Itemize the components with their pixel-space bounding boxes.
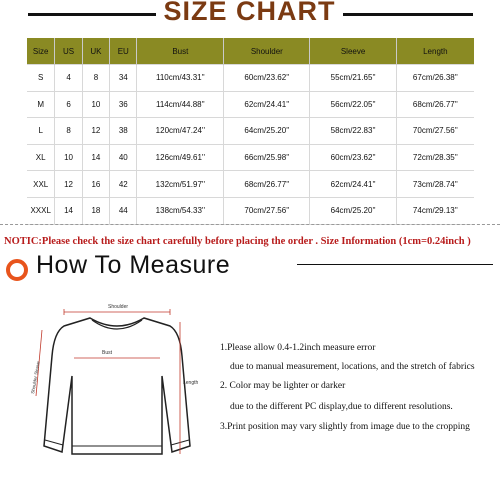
sweatshirt-outline	[44, 318, 190, 454]
sleeve-label: Shoulder Sleeve	[30, 360, 41, 395]
table-row	[27, 144, 474, 171]
page-title: SIZE CHART	[163, 0, 336, 26]
column-header: Sleeve	[310, 38, 396, 65]
table-cell: M	[27, 91, 55, 118]
header-rule	[297, 264, 493, 265]
note-2-detail: due to the different PC display,due to different resolutions.	[230, 402, 453, 412]
table-cell: 70cm/27.56''	[224, 197, 310, 224]
dashed-divider	[0, 224, 500, 225]
table-cell: XL	[27, 144, 55, 171]
table-cell: 8	[55, 118, 82, 145]
table-cell: 36	[110, 91, 137, 118]
collar	[92, 320, 142, 329]
table-row	[27, 65, 474, 92]
table-cell: 68cm/26.77''	[224, 171, 310, 198]
how-to-measure-header	[6, 250, 500, 284]
title-rule-left	[28, 13, 156, 16]
table-row	[27, 91, 474, 118]
table-cell: 70cm/27.56''	[396, 118, 474, 145]
table-cell: 67cm/26.38''	[396, 65, 474, 92]
table-row	[27, 118, 474, 145]
table-cell: 44	[110, 197, 137, 224]
table-cell: 62cm/24.41''	[224, 91, 310, 118]
table-cell: 132cm/51.97''	[137, 171, 224, 198]
table-cell: 55cm/21.65''	[310, 65, 396, 92]
table-cell: 74cm/29.13''	[396, 197, 474, 224]
note-1-detail: due to manual measurement, locations, and the stretch of fabrics	[230, 362, 475, 372]
notice-text: NOTIC:Please check the size chart carefully before placing the order . Size Information (1cm=0.24inch )	[4, 236, 471, 247]
title-row	[0, 0, 500, 28]
size-chart-table	[27, 38, 474, 225]
table-cell: 8	[82, 65, 109, 92]
table-cell: 114cm/44.88''	[137, 91, 224, 118]
table-cell: 58cm/22.83''	[310, 118, 396, 145]
column-header: Size	[27, 38, 55, 65]
table-cell: 18	[82, 197, 109, 224]
shoulder-label: Shoulder	[108, 304, 129, 310]
table-row	[27, 197, 474, 224]
note-3: 3.Print position may vary slightly from image due to the cropping	[220, 422, 470, 432]
table-cell: 34	[110, 65, 137, 92]
bust-label: Bust	[102, 350, 113, 356]
column-header: EU	[110, 38, 137, 65]
table-cell: 14	[55, 197, 82, 224]
column-header: Bust	[137, 38, 224, 65]
table-cell: 12	[55, 171, 82, 198]
cuff-left	[45, 440, 63, 445]
table-cell: 60cm/23.62''	[224, 65, 310, 92]
table-cell: 138cm/54.33''	[137, 197, 224, 224]
column-header: Length	[396, 38, 474, 65]
table-cell: XXL	[27, 171, 55, 198]
table-cell: 38	[110, 118, 137, 145]
table-cell: 64cm/25.20''	[224, 118, 310, 145]
table-cell: 72cm/28.35''	[396, 144, 474, 171]
table-cell: 40	[110, 144, 137, 171]
table-cell: 56cm/22.05''	[310, 91, 396, 118]
table-cell: 12	[82, 118, 109, 145]
column-header: UK	[82, 38, 109, 65]
table-cell: 10	[82, 91, 109, 118]
table-cell: 68cm/26.77''	[396, 91, 474, 118]
table-cell: 120cm/47.24''	[137, 118, 224, 145]
table-cell: 66cm/25.98''	[224, 144, 310, 171]
length-label: Length	[183, 380, 199, 386]
table-cell: XXXL	[27, 197, 55, 224]
how-to-measure-title: How To Measure	[36, 251, 231, 279]
table-cell: L	[27, 118, 55, 145]
title-rule-right	[343, 13, 473, 16]
table-cell: 64cm/25.20''	[310, 197, 396, 224]
column-header: Shoulder	[224, 38, 310, 65]
table-cell: 62cm/24.41''	[310, 171, 396, 198]
table-cell: 126cm/49.61''	[137, 144, 224, 171]
table-cell: 16	[82, 171, 109, 198]
table-cell: 73cm/28.74''	[396, 171, 474, 198]
sweatshirt-diagram	[30, 296, 210, 466]
table-cell: S	[27, 65, 55, 92]
table-header-row	[27, 38, 474, 65]
table-cell: 14	[82, 144, 109, 171]
note-1: 1.Please allow 0.4-1.2inch measure error	[220, 343, 376, 353]
column-header: US	[55, 38, 82, 65]
table-cell: 6	[55, 91, 82, 118]
table-cell: 110cm/43.31''	[137, 65, 224, 92]
table-cell: 10	[55, 144, 82, 171]
table-cell: 42	[110, 171, 137, 198]
note-2: 2. Color may be lighter or darker	[220, 381, 346, 391]
table-row	[27, 171, 474, 198]
table-cell: 4	[55, 65, 82, 92]
ring-icon	[6, 259, 28, 281]
table-cell: 60cm/23.62''	[310, 144, 396, 171]
